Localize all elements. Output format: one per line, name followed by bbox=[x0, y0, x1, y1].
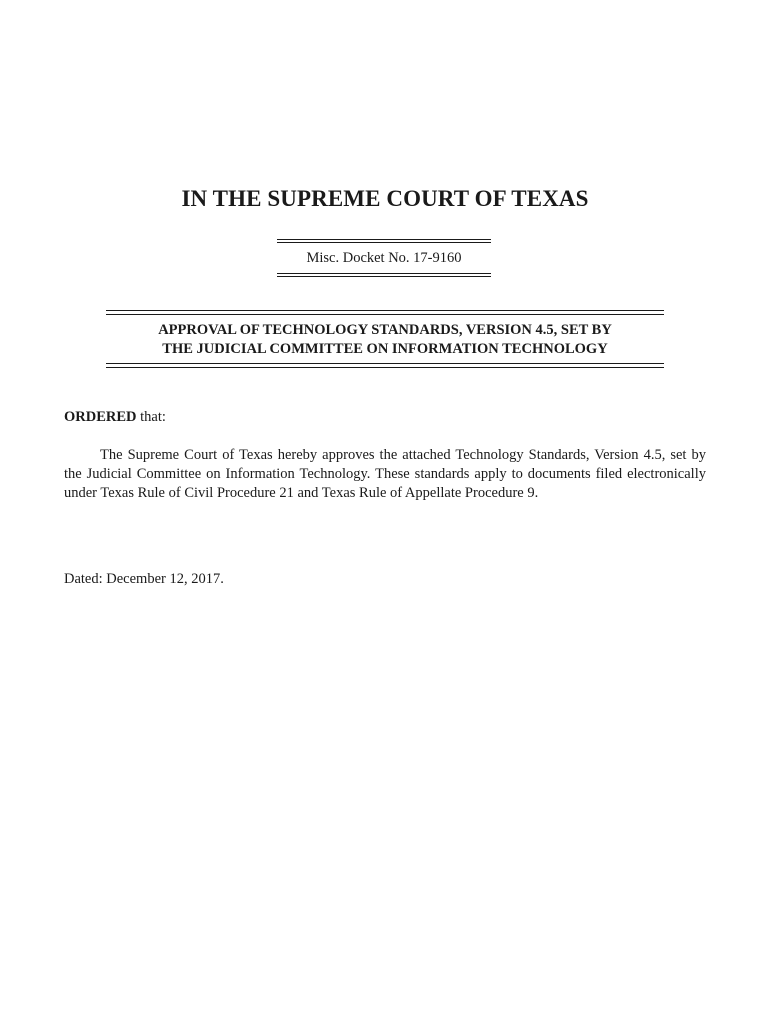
case-caption bbox=[106, 321, 664, 359]
order-body-paragraph: The Supreme Court of Texas hereby approves the attached Technology Standards, Version 4.5, set by the Judicial Committee on Information Technology. These standards apply to documents filed electronically under Texas Rule of Civil Procedure 21 and Texas Rule of Appellate Procedure 9. bbox=[64, 447, 706, 501]
ordered-line bbox=[64, 409, 166, 426]
docket-number: Misc. Docket No. 17-9160 bbox=[306, 250, 462, 266]
caption-line-1: APPROVAL OF TECHNOLOGY STANDARDS, VERSION 4.5, SET BY bbox=[158, 322, 612, 338]
caption-rule-top bbox=[106, 310, 664, 315]
ordered-rest: that: bbox=[136, 409, 166, 425]
ordered-label: ORDERED bbox=[64, 409, 137, 425]
caption-rule-bottom bbox=[106, 363, 664, 368]
dated-line: Dated: December 12, 2017. bbox=[64, 571, 224, 587]
caption-line-2: THE JUDICIAL COMMITTEE ON INFORMATION TECHNOLOGY bbox=[162, 341, 608, 357]
docket-rule-bottom bbox=[277, 273, 491, 277]
docket-rule-top bbox=[277, 239, 491, 243]
court-title: IN THE SUPREME COURT OF TEXAS bbox=[181, 186, 589, 211]
